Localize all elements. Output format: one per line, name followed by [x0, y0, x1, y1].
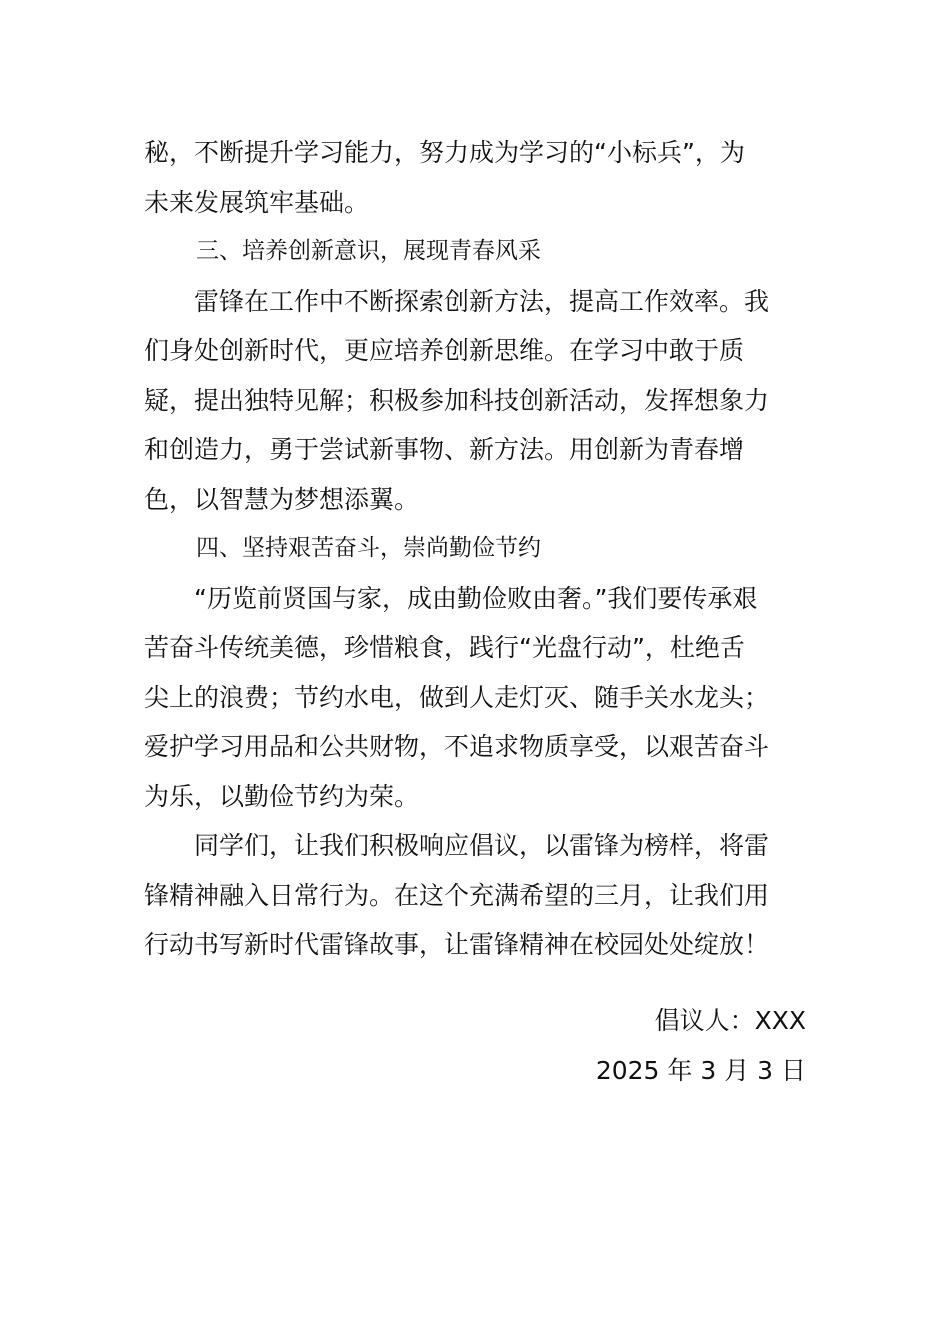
- paragraph-line: 和创造力，勇于尝试新事物、新方法。用创新为青春增: [144, 435, 745, 464]
- paragraph-line: 雷锋在工作中不断探索创新方法，提高工作效率。我: [194, 286, 770, 316]
- paragraph-line: 锋精神融入日常行为。在这个充满希望的三月，让我们用: [144, 880, 770, 910]
- signature-proposer: 倡议人：XXX: [654, 1006, 806, 1035]
- paragraph-line: 苦奋斗传统美德，珍惜粮食，践行“光盘行动”，杜绝舌: [144, 633, 745, 662]
- paragraph-line: 为乐，以勤俭节约为荣。: [144, 781, 420, 811]
- paragraph-line: 爱护学习用品和公共财物，不追求物质享受，以艰苦奋斗: [144, 732, 770, 761]
- paragraph-line: 疑，提出独特见解；积极参加科技创新活动，发挥想象力: [144, 385, 770, 415]
- paragraph-line: 行动书写新时代雷锋故事，让雷锋精神在校园处处绽放！: [144, 930, 770, 959]
- paragraph-line: 未来发展筑牢基础。: [144, 187, 370, 217]
- paragraph-line: 秘，不断提升学习能力，努力成为学习的“小标兵”，为: [144, 138, 745, 167]
- paragraph-line: 尖上的浪费；节约水电，做到人走灯灭、随手关水龙头；: [144, 682, 770, 712]
- paragraph-line: 们身处创新时代，更应培养创新思维。在学习中敢于质: [144, 336, 745, 365]
- paragraph-line: 同学们，让我们积极响应倡议，以雷锋为榜样，将雷: [194, 831, 770, 860]
- section-heading-4: 四、坚持艰苦奋斗，崇尚勤俭节约: [196, 535, 541, 561]
- section-heading-3: 三、培养创新意识，展现青春风采: [196, 238, 541, 264]
- document-body: [144, 128, 806, 970]
- paragraph-line: 色，以智慧为梦想添翼。: [144, 484, 420, 514]
- signature-date: 2025 年 3 月 3 日: [595, 1056, 806, 1085]
- paragraph-line: “历览前贤国与家，成由勤俭败由奢。”我们要传承艰: [194, 583, 758, 613]
